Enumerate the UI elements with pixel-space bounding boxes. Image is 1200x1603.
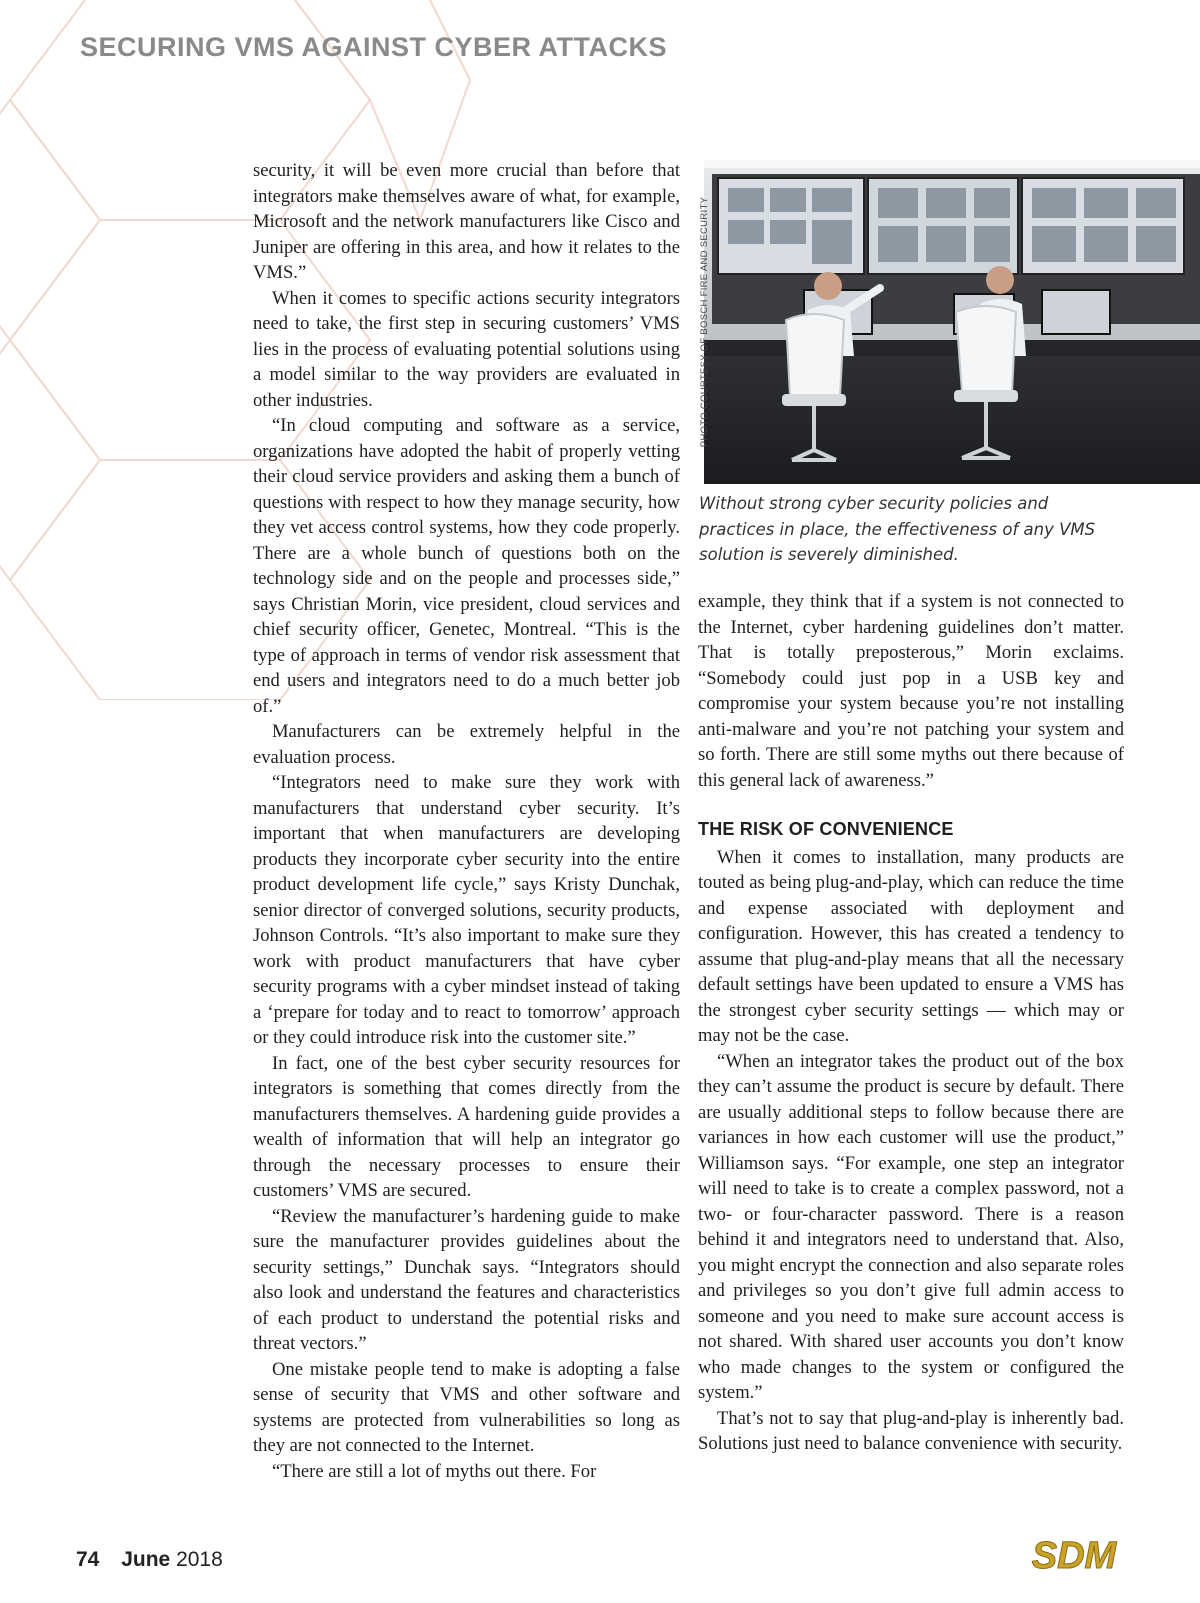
photo-caption: Without strong cyber security policies and practices in place, the effectiveness of any VMS solution is severely diminished. xyxy=(699,494,1096,564)
body-paragraph: example, they think that if a system is not connected to the Internet, cyber hardening guidelines don’t matter. That is totally preposterous,” Morin exclaims. “Somebody could just pop in a USB key and compromise your system because you’re not installing anti-malware and you’re not patching your system and so forth. There are still some myths out there because of this general lack of awareness.” xyxy=(698,591,1124,791)
issue-year: 2018 xyxy=(176,1548,223,1571)
body-paragraph: “Review the manufacturer’s hardening guide to make sure the manufacturer provides guidelines about the security settings,” Dunchak says. “Integrators should also look and understand the features and characteristics of each product to understand the potential risks and threat vectors.” xyxy=(253,1205,680,1354)
body-paragraph: “When an integrator takes the product out of the box they can’t assume the product is secure by default. There are usually additional steps to follow because there are variances in how each customer will use the product,” Williamson says. “For example, one step an integrator will need to take is to create a complex password, not a two- or four-character password. There is a reason behind it and integrators need to understand that. Also, you might encrypt the connection and also separate roles and privileges so you don’t give full admin access to someone and you need to make sure account access is not shared. With shared user accounts you don’t know who made changes to the system or configured the system.” xyxy=(698,1050,1124,1403)
body-paragraph: “In cloud computing and software as a service, organizations have adopted the habit of properly vetting their cloud service providers and asking them a bunch of questions with respect to how they manage security, how they vet access control systems, how they code properly. There are a whole bunch of questions both on the technology side and on the people and processes side,” says Christian Morin, vice president, cloud services and chief security officer, Genetec, Montreal. “This is the type of approach in terms of vendor risk assessment that end users and integrators need to do a much better job of.” xyxy=(253,415,680,717)
body-paragraph: Manufacturers can be extremely helpful in the evaluation process. xyxy=(253,721,680,768)
sdm-logo xyxy=(1024,1532,1124,1576)
right-column xyxy=(698,589,1124,1457)
left-column xyxy=(253,158,680,1484)
body-paragraph: That’s not to say that plug-and-play is inherently bad. Solutions just need to balance convenience with security. xyxy=(698,1407,1124,1454)
section-subhead: THE RISK OF CONVENIENCE xyxy=(698,819,954,839)
control-room-photo xyxy=(704,160,1200,484)
body-paragraph: One mistake people tend to make is adopting a false sense of security that VMS and other software and systems are protected from vulnerabilities so long as they are not connected to the Internet. xyxy=(253,1358,680,1456)
body-paragraph: “Integrators need to make sure they work with manufacturers that understand cyber security. It’s important that when manufacturers are developing products they incorporate cyber security into the entire product development life cycle,” says Kristy Dunchak, senior director of converged solutions, security products, Johnson Controls. “It’s also important to make sure they work with product manufacturers that have cyber security programs with a cyber mindset instead of taking a ‘prepare for today and to react to tomorrow’ approach or they could introduce risk into the customer site.” xyxy=(253,772,680,1048)
control-room-illustration xyxy=(704,160,1200,484)
page-footer xyxy=(76,1548,223,1572)
body-paragraph: When it comes to installation, many products are touted as being plug-and-play, which can reduce the time and expense associated with deployment and configuration. However, this has created a tendency to assume that plug-and-play means that all the necessary default settings have been updated to ensure a VMS has the strongest cyber security settings — which may or may not be the case. xyxy=(698,846,1124,1046)
body-paragraph: In fact, one of the best cyber security resources for integrators is something that comes directly from the manufacturers themselves. A hardening guide provides a wealth of information that will help an integrator go through the necessary processes to ensure their customers’ VMS are secured. xyxy=(253,1052,680,1201)
issue-month: June xyxy=(121,1548,171,1571)
section-title: SECURING VMS AGAINST CYBER ATTACKS xyxy=(80,32,668,62)
page-number: 74 xyxy=(76,1548,100,1571)
body-paragraph: security, it will be even more crucial than before that integrators make themselves aware of what, for example, Microsoft and the network manufacturers like Cisco and Juniper are offering in this area, and how it relates to the VMS.” xyxy=(253,160,680,283)
body-paragraph: “There are still a lot of myths out there. For xyxy=(272,1460,597,1482)
photo-credit: PHOTO COURTESY OF BOSCH FIRE AND SECURITY xyxy=(699,196,710,448)
body-paragraph: When it comes to specific actions security integrators need to take, the first step in securing customers’ VMS lies in the process of evaluating potential solutions using a model similar to the way providers are evaluated in other industries. xyxy=(253,287,680,411)
sdm-logo-text: SDM xyxy=(1031,1535,1117,1576)
